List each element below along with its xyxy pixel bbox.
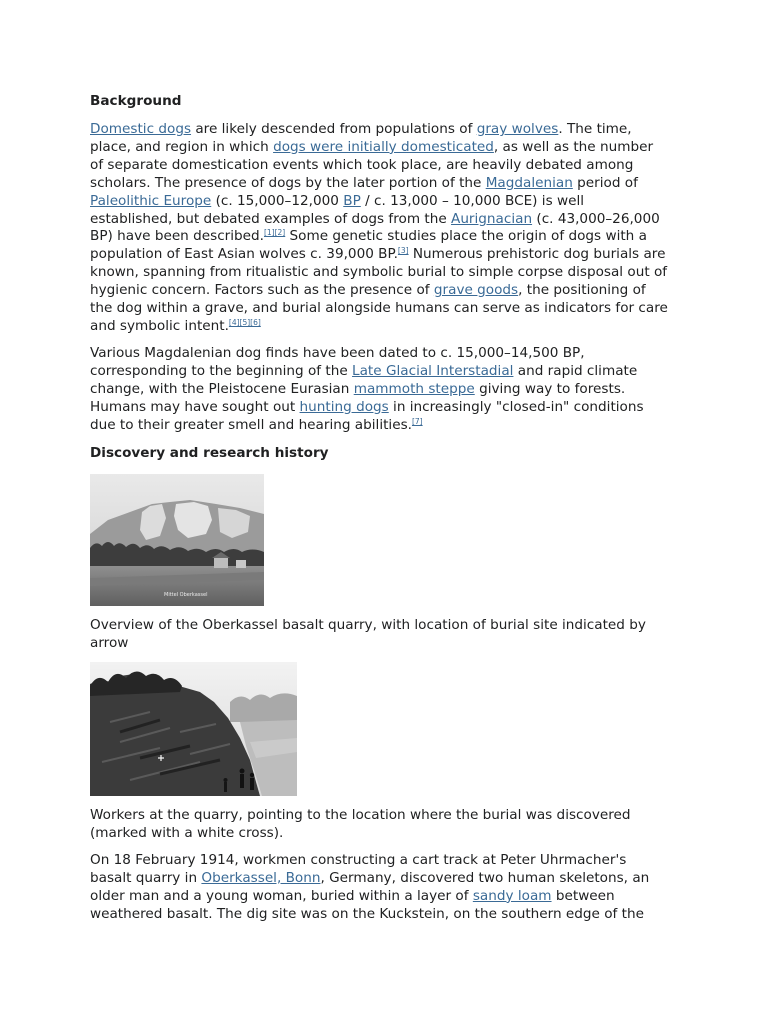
link-magdalenian[interactable]: Magdalenian — [485, 174, 573, 191]
link-hunting-dogs[interactable]: hunting dogs — [299, 398, 389, 415]
link-gray-wolves[interactable]: gray wolves — [476, 121, 559, 137]
reference-7[interactable]: [7] — [411, 416, 423, 426]
section-heading-discovery: Discovery and research history — [90, 445, 329, 461]
link-domestic-dogs[interactable]: Domestic dogs — [90, 121, 192, 137]
text: Some genetic studies place the origin of dogs with a population of East Asian wolves c. 39,000 BP. — [90, 228, 647, 263]
text: Various Magdalenian dog finds have been dated to c. 15,000–14,500 BP, corresponding to the beginning of the — [90, 345, 585, 379]
quarry-workers-photo[interactable] — [90, 662, 297, 796]
paragraph-discovery-1 — [90, 852, 668, 924]
figure-caption-2: Workers at the quarry, pointing to the location where the burial was discovered (marked with a white cross). — [90, 807, 631, 841]
link-paleolithic-europe[interactable]: Paleolithic Europe — [90, 192, 212, 209]
link-oberkassel-bonn[interactable]: Oberkassel, Bonn — [201, 869, 321, 886]
link-aurignacian[interactable]: Aurignacian — [451, 210, 533, 227]
link-dogs-initially-domesticated[interactable]: dogs were initially domesticated — [273, 138, 494, 155]
text: between weathered basalt. The dig site was on the Kuckstein, on the southern edge of the — [90, 887, 644, 922]
text: Numerous prehistoric dog burials are known, spanning from ritualistic and symbolic burial to simple corpse disposal out of hygienic concern. Factors such as the presence of — [90, 246, 668, 299]
text: in increasingly "closed-in" conditions due to their greater smell and hearing abilities. — [90, 398, 644, 433]
paragraph-background-2 — [90, 345, 668, 435]
text: are likely descended from populations of — [191, 121, 477, 137]
text: (c. 15,000–12,000 — [211, 192, 344, 209]
text: period of — [572, 174, 638, 191]
reference-4-5-6[interactable]: [4][5][6] — [228, 317, 261, 327]
text: giving way to forests. Humans may have sought out — [90, 380, 626, 415]
link-grave-goods[interactable]: grave goods — [433, 282, 519, 299]
quarry-overview-photo[interactable] — [90, 474, 264, 606]
text: , as well as the number of separate domestication events which took place, are heavily debated among scholars. The presence of dogs by the later portion of the — [90, 138, 654, 191]
link-mammoth-steppe[interactable]: mammoth steppe — [353, 380, 475, 397]
section-heading-background: Background — [90, 93, 182, 109]
text: , Germany, discovered two human skeletons, an older man and a young woman, buried within a layer of — [90, 869, 650, 904]
text: On 18 February 1914, workmen constructing a cart track at Peter Uhrmacher's basalt quarry in — [90, 852, 627, 886]
figure-caption-1: Overview of the Oberkassel basalt quarry, with location of burial site indicated by arrow — [90, 617, 646, 651]
quarry-overview-image — [90, 474, 264, 606]
text: . The time, place, and region in which — [90, 121, 632, 155]
paragraph-background-1 — [90, 121, 668, 336]
text: and rapid climate change, with the Pleistocene Eurasian — [90, 362, 638, 397]
quarry-workers-image — [90, 662, 297, 796]
text: (c. 43,000–26,000 BP) have been described. — [90, 210, 660, 245]
photo-label: Mittel Oberkassel — [164, 592, 208, 598]
reference-1-2[interactable]: [1][2] — [263, 228, 286, 238]
link-late-glacial-interstadial[interactable]: Late Glacial Interstadial — [352, 362, 514, 379]
link-sandy-loam[interactable]: sandy loam — [472, 887, 552, 904]
link-bp[interactable]: BP — [343, 192, 361, 209]
text: / c. 13,000 – 10,000 BCE) is well established, but debated examples of dogs from the — [90, 192, 585, 227]
text: , the positioning of the dog within a grave, and burial alongside humans can serve as indicators for care and symbolic intent. — [90, 282, 668, 334]
reference-3[interactable]: [3] — [397, 246, 409, 256]
